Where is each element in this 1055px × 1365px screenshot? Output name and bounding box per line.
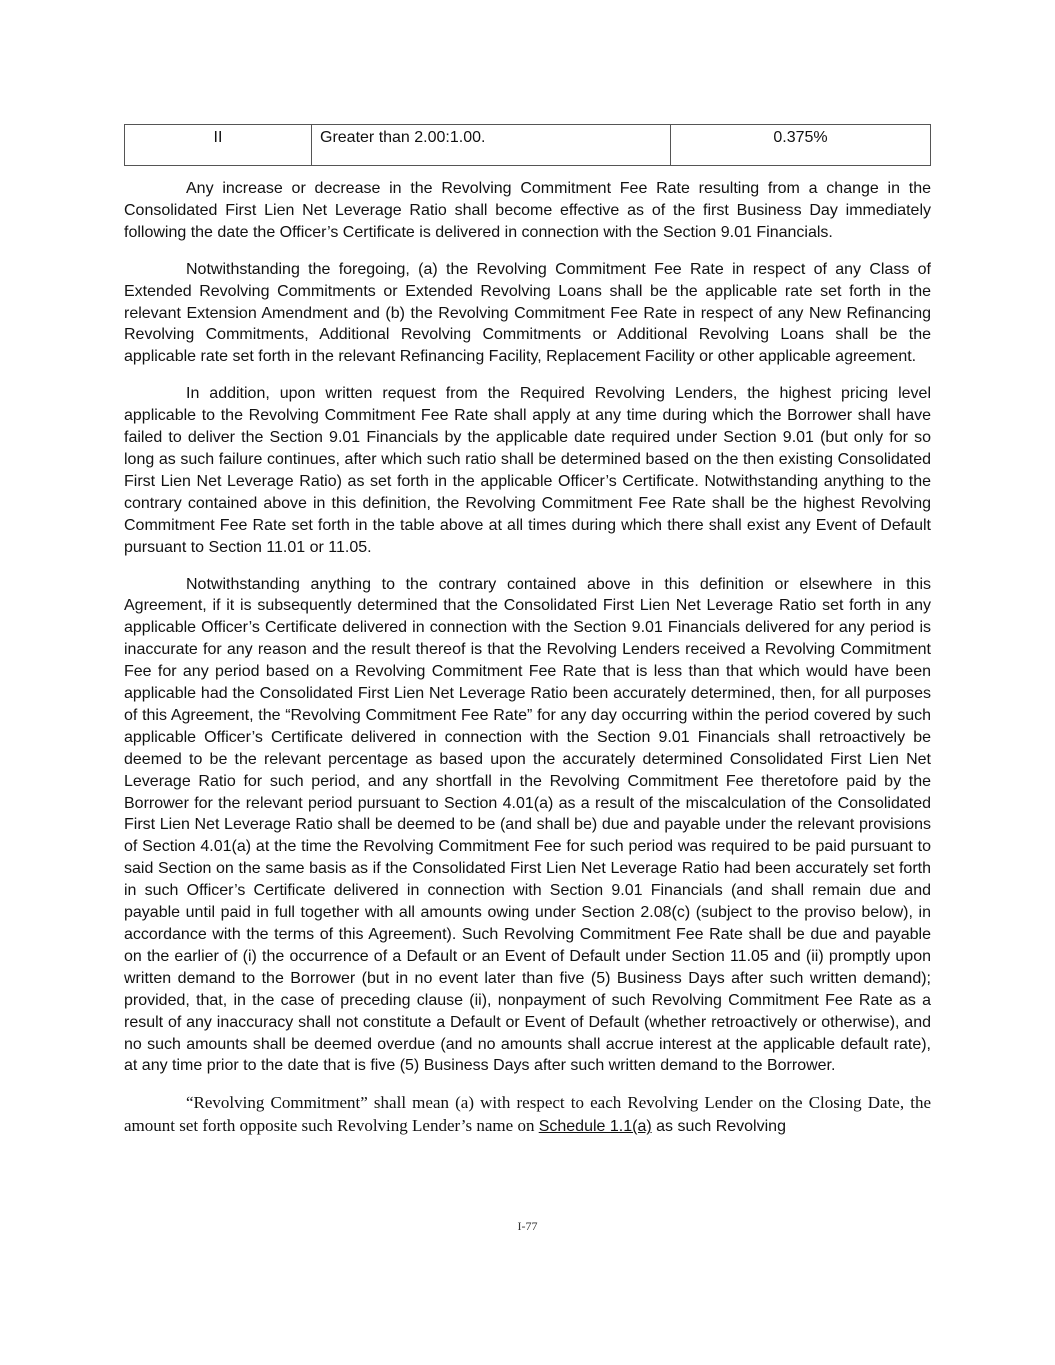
- fee-rate-cell: 0.375%: [671, 125, 931, 166]
- page-number: I-77: [517, 1219, 538, 1233]
- pricing-level-cell: II: [125, 125, 312, 166]
- defined-term: “Revolving Commitment”: [186, 1093, 368, 1113]
- paragraph-extended-commitments: Notwithstanding the foregoing, (a) the Revolving Commitment Fee Rate in respect of any Class of Extended Revolving Commitments or Extended Revolving Loans shall be the applicable rate set forth in the relevant Extension Amendment and (b) the Revolving Commitment Fee Rate in respect of any New Refinancing Revolving Commitments, Additional Revolving Commitments or Additional Revolving Loans shall be the applicable rate set forth in the relevant Refinancing Facility, Replacement Facility or other applicable agreement.: [124, 260, 931, 366]
- pricing-table: [124, 124, 931, 166]
- leverage-ratio-cell: Greater than 2.00:1.00.: [312, 125, 671, 166]
- paragraph-highest-pricing-level: In addition, upon written request from the Required Revolving Lenders, the highest pricing level applicable to the Revolving Commitment Fee Rate shall apply at any time during which the Borrower shall have failed to deliver the Section 9.01 Financials by the applicable date required under Section 9.01 (but only for so long as such failure continues, after which such ratio shall be determined based on the then existing Consolidated First Lien Net Leverage Ratio) as set forth in the applicable Officer’s Certificate. Notwithstanding anything to the contrary contained above in this definition, the Revolving Commitment Fee Rate shall be the highest Revolving Commitment Fee Rate set forth in the table above at all times during which there shall exist any Event of Default pursuant to Section 11.01 or 11.05.: [124, 385, 931, 556]
- definition-tail: as such Revolving: [651, 1118, 786, 1136]
- body-text: [124, 178, 931, 1153]
- paragraph-miscalculation: Notwithstanding anything to the contrary contained above in this definition or elsewhere in this Agreement, if it is subsequently determined that the Consolidated First Lien Net Leverage Ratio set forth in any applicable Officer’s Certificate delivered in connection with the Section 9.01 Financials delivered for any period is inaccurate for any reason and the result thereof is that the Revolving Lenders received a Revolving Commitment Fee for any period based on a Revolving Commitment Fee Rate that is less than that which would have been applicable had the Consolidated First Lien Net Leverage Ratio been accurately determined, then, for all purposes of this Agreement, the “Revolving Commitment Fee Rate” for any day occurring within the period covered by such applicable Officer’s Certificate delivered in connection with the Section 9.01 Financials shall retroactively be deemed to be the relevant percentage as based upon the accurately determined Consolidated First Lien Net Leverage Ratio for such period, and any shortfall in the Revolving Commitment Fee theretofore paid by the Borrower for the relevant period pursuant to Section 4.01(a) as a result of the miscalculation of the Consolidated First Lien Net Leverage Ratio shall be deemed to be (and shall be) due and payable under the relevant provisions of Section 4.01(a) at the time the Revolving Commitment Fee for such period was required to be paid pursuant to said Section on the same basis as if the Consolidated First Lien Net Leverage Ratio had been accurately set forth in such Officer’s Certificate delivered in connection with Section 9.01 Financials (and shall remain due and payable until paid in full together with all amounts owing under Section 2.08(c) (subject to the proviso below), in accordance with the terms of this Agreement). Such Revolving Commitment Fee Rate shall be due and payable on the earlier of (i) the occurrence of a Default or an Event of Default under Section 11.05 and (ii) promptly upon written demand to the Borrower (but in no event later than five (5) Business Days after such written demand); provided, that, in the case of preceding clause (ii), nonpayment of such Revolving Commitment Fee Rate as a result of any inaccuracy shall not constitute a Default or Event of Default (whether retroactively or otherwise), and no such amounts shall be deemed overdue (and no amounts shall accrue interest at the applicable default rate), at any time prior to the date that is five (5) Business Days after such written demand to the Borrower.: [124, 575, 931, 1075]
- paragraph-revolving-commitment-definition: [124, 1092, 931, 1138]
- schedule-reference: Schedule 1.1(a): [538, 1118, 652, 1136]
- definition-text: shall mean (a) with respect to each Revolving Lender on the Closing Date, the amount set forth opposite such Revolving Lender’s name on: [124, 1093, 931, 1136]
- paragraph-rate-change: Any increase or decrease in the Revolving Commitment Fee Rate resulting from a change in the Consolidated First Lien Net Leverage Ratio shall become effective as of the first Business Day immediately following the date the Officer’s Certificate is delivered in connection with the Section 9.01 Financials.: [124, 180, 931, 241]
- table-row: [125, 125, 931, 166]
